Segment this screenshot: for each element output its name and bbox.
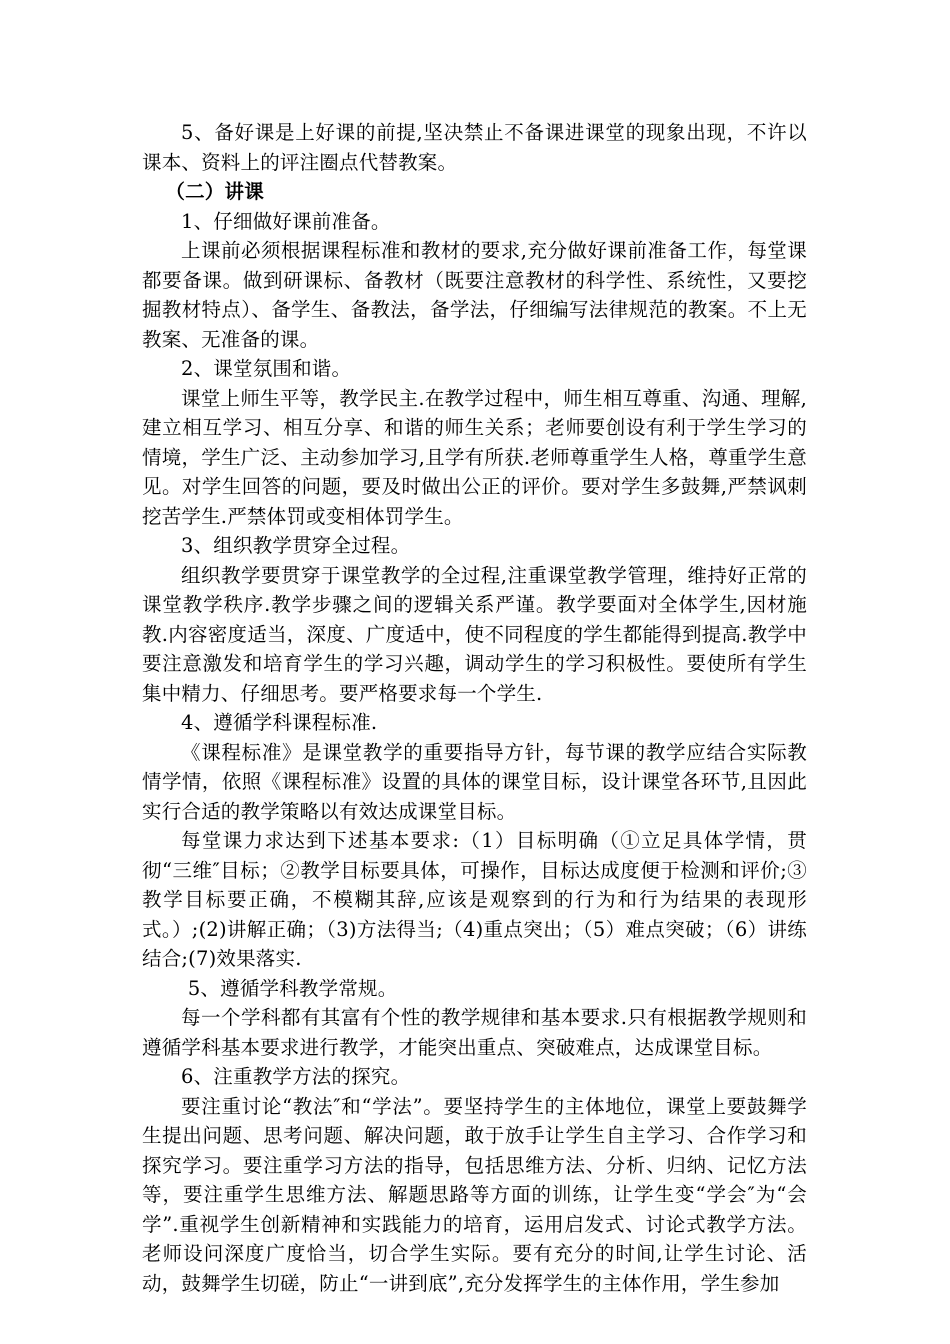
paragraph-body: 组织教学要贯穿于课堂教学的全过程,注重课堂教学管理，维持好正常的课堂教学秩序.教学步骤之间的逻辑关系严谨。教学要面对全体学生,因材施教.内容密度适当，深度、广度适中，使不同程度的学生都能得到提高.教学中要注意激发和培育学生的学习兴趣，调动学生的学习积极性。要使所有学生集中精力、仔细思考。要严格要求每一个学生.: [142, 563, 807, 705]
paragraph-body: 每一个学科都有其富有个性的教学规律和基本要求.只有根据教学规则和遵循学科基本要求进行教学，才能突出重点、突破难点，达成课堂目标。: [142, 1006, 807, 1059]
item-heading-4: 4、遵循学科课程标准.: [181, 711, 378, 734]
document-page: [142, 118, 807, 1298]
paragraph-body: 《课程标准》是课堂教学的重要指导方针，每节课的教学应结合实际教情学情，依照《课程标准》设置的具体的课堂目标，设计课堂各环节,且因此实行合适的教学策略以有效达成课堂目标。: [142, 740, 807, 823]
paragraph-body: 上课前必须根据课程标准和教材的要求,充分做好课前准备工作，每堂课都要备课。做到研课标、备教材（既要注意教材的科学性、系统性，又要挖掘教材特点）、备学生、备教法，备学法，仔细编写法律规范的教案。不上无教案、无准备的课。: [142, 239, 807, 351]
paragraph-body: 每堂课力求达到下述基本要求:（1）目标明确（①立足具体学情，贯彻“三维″目标；②教学目标要具体，可操作，目标达成度便于检测和评价;③ 教学目标要正确，不模糊其辞,应该是观察到的行为和行为结果的表现形式。）;(2)讲解正确；（3)方法得当;（4)重点突出；（5）难点突破；（6）讲练结合;(7)效果落实.: [142, 829, 807, 970]
paragraph-body: 要注重讨论“教法″和“学法”。要坚持学生的主体地位，课堂上要鼓舞学生提出问题、思考问题、解决问题，敢于放手让学生自主学习、合作学习和探究学习。要注重学习方法的指导，包括思维方法、分析、归纳、记忆方法等，要注重学生思维方法、解题思路等方面的训练，让学生变“学会″为“会学”.重视学生创新精神和实践能力的培育，运用启发式、讨论式教学方法。老师设问深度广度恰当，切合学生实际。要有充分的时间,让学生讨论、活动，鼓舞学生切磋，防止“一讲到底”,充分发挥学生的主体作用，学生参加: [142, 1094, 807, 1295]
item-heading-6: 6、注重教学方法的探究。: [181, 1065, 411, 1088]
item-heading-2: 2、课堂氛围和谐。: [181, 357, 352, 380]
item-heading-5: 5、遵循学科教学常规。: [187, 976, 398, 1000]
item-heading-1: 1、仔细做好课前准备。: [181, 209, 391, 233]
section-heading-lecturing: （二）讲课: [165, 180, 264, 203]
paragraph-body: 课堂上师生平等，教学民主.在教学过程中，师生相互尊重、沟通、理解,建立相互学习、相互分享、和谐的师生关系；老师要创设有利于学生学习的情境，学生广泛、主动参加学习,且学有所获.老师尊重学生人格，尊重学生意见。对学生回答的问题，要及时做出公正的评价。要对学生多鼓舞,严禁讽刺挖苦学生.严禁体罚或变相体罚学生。: [142, 386, 807, 528]
item-heading-3: 3、组织教学贯穿全过程。: [181, 534, 411, 557]
paragraph-lesson-prep-item-5: 5、备好课是上好课的前提,坚决禁止不备课进课堂的现象出现，不许以课本、资料上的评注圈点代替教案。: [142, 121, 807, 174]
